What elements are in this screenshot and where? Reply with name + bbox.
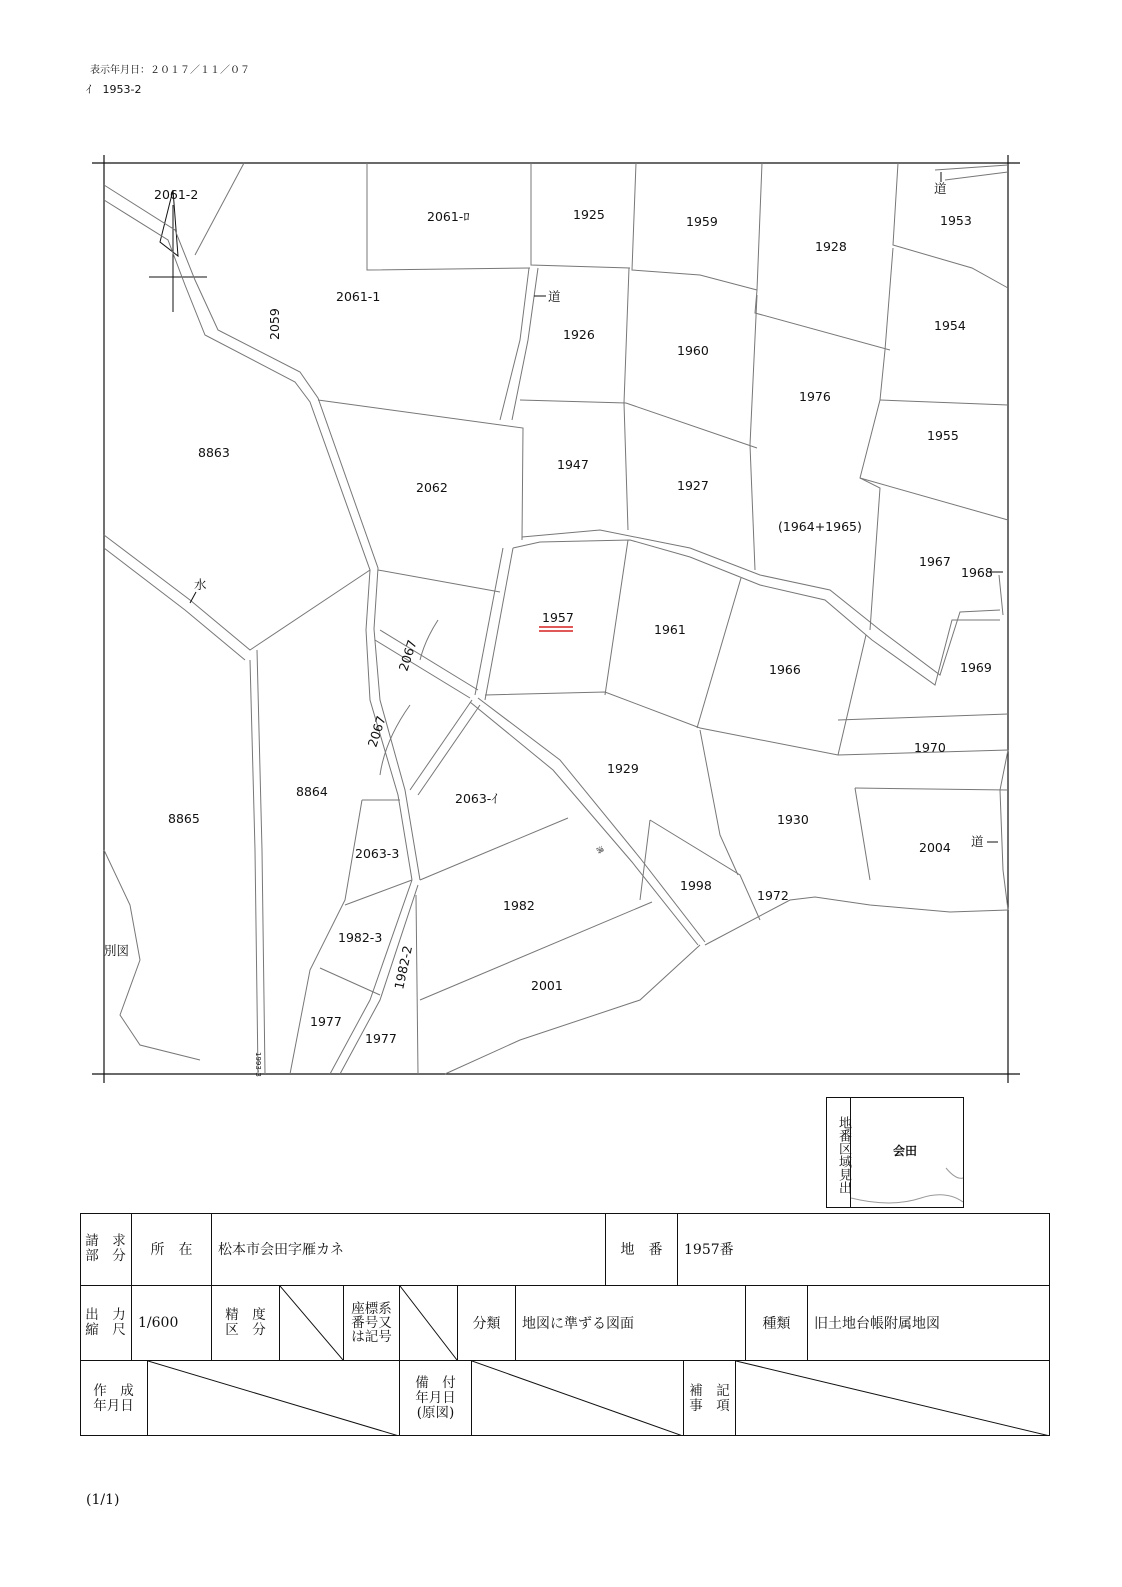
parcel-label: 1976	[799, 389, 831, 404]
parcel-label: 1959	[686, 214, 718, 229]
parcel-label: 2061-ﾛ	[427, 209, 470, 224]
parcel-label: 1927	[677, 478, 709, 493]
tiny-parcel-label: 1993-3	[254, 1052, 262, 1077]
parcel-label: 8865	[168, 811, 200, 826]
parcel-label: 1926	[563, 327, 595, 342]
parcel-label: 2059	[267, 308, 282, 340]
parcel-label: 1998	[680, 878, 712, 893]
record-table	[80, 1213, 1050, 1436]
parcel-label: 2004	[919, 840, 951, 855]
parcel-label: 2067	[395, 638, 420, 673]
parcel-label: 1977	[310, 1014, 342, 1029]
parcel-label: 2063-ｲ	[455, 791, 498, 806]
parcel-label: 8864	[296, 784, 328, 799]
precision-label: 精 度 区 分	[212, 1286, 280, 1361]
location-label: 所 在	[132, 1213, 212, 1286]
request-part-label: 請 求 部 分	[80, 1213, 132, 1286]
created-date-empty	[148, 1361, 400, 1436]
parcel-label: 1967	[919, 554, 951, 569]
area-index-value: 会田	[893, 1144, 918, 1158]
type-label: 種類	[746, 1286, 808, 1361]
parcel-label: 1954	[934, 318, 966, 333]
parcel-label: 2062	[416, 480, 448, 495]
created-date-label: 作 成 年月日	[80, 1361, 148, 1436]
parcel-label: 2001	[531, 978, 563, 993]
precision-value-empty	[280, 1286, 344, 1361]
parcel-label: 1925	[573, 207, 605, 222]
scale-value: 1/600	[132, 1286, 212, 1361]
water-label: 水	[194, 577, 207, 592]
provided-date-empty	[472, 1361, 684, 1436]
area-index-box	[826, 1097, 964, 1208]
parcel-label: 1972	[757, 888, 789, 903]
scale-label: 出 力 縮 尺	[80, 1286, 132, 1361]
parcel-label: 1977	[365, 1031, 397, 1046]
parcel-label: 1969	[960, 660, 992, 675]
parcel-label: 8863	[198, 445, 230, 460]
parcel-label: 1961	[654, 622, 686, 637]
target-parcel	[539, 610, 574, 631]
parcel-label: 2061-1	[336, 289, 381, 304]
road-label: 道	[934, 181, 947, 196]
class-value: 地図に準ずる図面	[516, 1286, 746, 1361]
page-count: (1/1)	[86, 1492, 120, 1508]
target-parcel-label: 1957	[542, 610, 574, 625]
notes-label: 補 記 事 項	[684, 1361, 736, 1436]
lot-value: 1957番	[678, 1213, 1050, 1286]
parcel-label: 1982-2	[391, 944, 416, 991]
ditch-label: 溝	[594, 845, 605, 856]
parcel-label: 2061-2	[154, 187, 199, 202]
parcel-label: 1960	[677, 343, 709, 358]
parcel-label: (1964+1965)	[778, 519, 862, 534]
area-index-heading: 地番区域見出	[827, 1098, 851, 1207]
north-arrow-icon	[149, 190, 207, 312]
parcel-label: 2067	[364, 714, 389, 749]
reference-number: ｲ 1953-2	[86, 83, 142, 96]
separate-map-label: 別図	[104, 943, 130, 958]
class-label: 分類	[458, 1286, 516, 1361]
parcel-label: 1955	[927, 428, 959, 443]
road-label: 道	[548, 289, 561, 304]
parcel-label: 1928	[815, 239, 847, 254]
location-value: 松本市会田字雁カネ	[212, 1213, 606, 1286]
parcel-label: 1953	[940, 213, 972, 228]
type-value: 旧土地台帳附属地図	[808, 1286, 1050, 1361]
parcel-label: 2063-3	[355, 846, 400, 861]
road-label: 道	[971, 834, 984, 849]
parcel-label: 1982	[503, 898, 535, 913]
coordinate-value-empty	[400, 1286, 458, 1361]
notes-empty	[736, 1361, 1050, 1436]
parcel-label: 1968	[961, 565, 993, 580]
lot-label: 地 番	[606, 1213, 678, 1286]
parcel-label: 1929	[607, 761, 639, 776]
parcel-label: 1982-3	[338, 930, 383, 945]
provided-date-label: 備 付 年月日 (原図)	[400, 1361, 472, 1436]
display-date: 表示年月日：２０１７／１１／０７	[90, 65, 250, 76]
parcel-label: 1930	[777, 812, 809, 827]
parcel-label: 1970	[914, 740, 946, 755]
coordinate-label: 座標系 番号又 は記号	[344, 1286, 400, 1361]
parcel-label: 1966	[769, 662, 801, 677]
parcel-label: 1947	[557, 457, 589, 472]
